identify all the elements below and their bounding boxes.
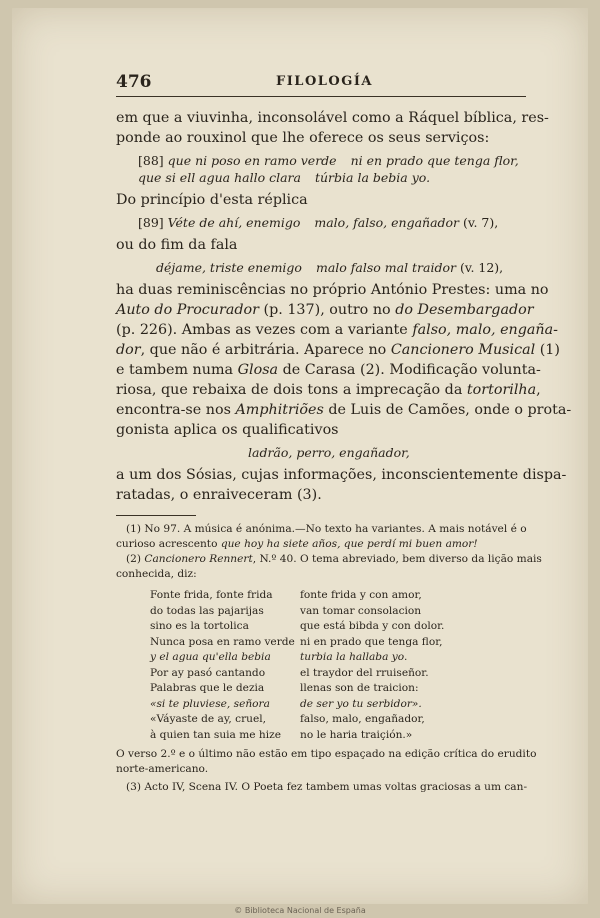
footnote-1-line-2 — [116, 537, 526, 552]
text-segment: curioso acrescento — [116, 538, 221, 550]
italic-tortorilha: tortorilha — [466, 382, 537, 398]
verse-line — [150, 681, 526, 697]
verse-line — [150, 619, 526, 635]
italic-variant: falso, malo, engaña- — [412, 322, 558, 338]
verse-line — [150, 712, 526, 728]
verse-line — [150, 635, 526, 651]
quote-89-b: malo, falso, engañador — [314, 215, 460, 230]
verse-first-half: y el agua qu'ella bebia — [150, 651, 271, 663]
text-segment: riosa, que rebaixa de dois tons a imprecação da — [116, 382, 467, 398]
verse-first-half: sino es la tortolica — [150, 620, 249, 632]
text-segment: de Luis de Camões, onde o prota- — [323, 402, 572, 418]
text-segment: e tambem numa — [116, 362, 238, 378]
verse-first-half: Palabras que le dezia — [150, 682, 265, 694]
verse-second-half: el traydor del rruiseñor. — [300, 666, 429, 679]
text-segment: (p. 137), outro no — [258, 302, 396, 318]
text-segment: (2) — [126, 553, 145, 565]
verse-line — [150, 697, 526, 713]
paragraph-1-line-1: em que a viuvinha, inconsolável como a Ráquel bíblica, res- — [116, 110, 549, 126]
verse-first-half: Nunca posa en ramo verde — [150, 635, 295, 648]
paragraph-5-line-2: ratadas, o enraiveceram (3). — [116, 487, 322, 503]
paragraph-4-line-7 — [116, 400, 572, 420]
verse-second-half: fonte frida y con amor, — [300, 589, 422, 601]
paragraph-4-line-3 — [116, 320, 558, 340]
text-segment: , que não é arbitrária. Aparece no — [140, 342, 391, 358]
verse-line — [150, 604, 526, 620]
page-body — [116, 108, 572, 795]
quote-88-number: [88] — [138, 153, 164, 168]
copyright-footer: © Biblioteca Nacional de España — [0, 904, 600, 918]
paragraph-1-line-2: ponde ao rouxinol que lhe oferece os seus serviços: — [116, 130, 490, 146]
verse-second-half: ni en prado que tenga flor, — [300, 635, 443, 648]
paragraph-4-line-2 — [116, 300, 534, 320]
verse-line — [150, 650, 526, 666]
italic-variant-end: dor — [116, 342, 141, 358]
verse-line — [150, 666, 526, 682]
title-glosa: Glosa — [237, 362, 279, 378]
footnote-2-note-line-1: O verso 2.º e o último não estão em tipo espaçado na edição crítica do erudito — [116, 748, 537, 760]
quote-88-line1-a: que ni poso en ramo verde — [167, 153, 337, 168]
paragraph-4-line-6 — [116, 380, 541, 400]
verse-first-half: à quien tan suia me hize — [150, 728, 281, 741]
quote-89-a: Véte de ahí, enemigo — [167, 215, 301, 230]
paragraph-3: ou do fim da fala — [116, 237, 238, 253]
quote-91: ladrão, perro, engañador, — [248, 445, 410, 460]
footnote-2-line-1 — [116, 552, 542, 567]
paragraph-4-line-1: ha duas reminiscências no próprio António Prestes: uma no — [116, 282, 549, 298]
footnote-3: (3) Acto IV, Scena IV. O Poeta fez tambem umas voltas graciosas a um can- — [126, 781, 528, 793]
verse-first-half: «si te pluviese, señora — [150, 697, 270, 710]
paragraph-2: Do princípio d'esta réplica — [116, 192, 308, 208]
quote-88-line2-b: túrbia la bebia yo. — [314, 170, 431, 185]
paragraph-4-line-8: gonista aplica os qualificativos — [116, 422, 339, 438]
quote-90-ref: (v. 12), — [459, 260, 504, 275]
quote-90-a: déjame, triste enemigo — [156, 260, 302, 275]
quote-89 — [138, 214, 526, 231]
verse-line — [150, 728, 526, 744]
text-segment: (p. 226). Ambas as vezes com a variante — [116, 322, 413, 338]
title-cancionero-musical: Cancionero Musical — [390, 342, 536, 358]
verse-block — [150, 588, 526, 743]
text-segment: de Carasa (2). Modificação volunta- — [278, 362, 541, 378]
quote-90 — [156, 259, 526, 276]
quote-88-line2-a: que si ell agua hallo clara — [138, 170, 301, 185]
page-header — [116, 70, 526, 97]
verse-line — [150, 588, 526, 604]
italic-quote: que hoy ha siete años, que perdí mi buen amor! — [220, 538, 478, 550]
footnote-1-line-1: (1) No 97. A música é anónima.—No texto ha variantes. A mais notável é o — [126, 523, 527, 535]
paragraph-5-line-1: a um dos Sósias, cujas informações, inconscientemente dispa- — [116, 467, 567, 483]
page-number: 476 — [116, 72, 152, 92]
paragraph-4-line-4 — [116, 340, 560, 360]
title-amphitrioes: Amphitriões — [235, 402, 324, 418]
verse-second-half: de ser yo tu serbidor». — [300, 697, 422, 710]
quote-88 — [138, 152, 526, 186]
verse-second-half: llenas son de traicion: — [300, 682, 419, 694]
verse-first-half: do todas las pajarijas — [150, 604, 264, 617]
footnote-divider — [116, 515, 196, 516]
verse-second-half: falso, malo, engañador, — [300, 713, 425, 725]
verse-second-half: van tomar consolacion — [300, 604, 422, 617]
verse-second-half: turbia la hallaba yo. — [300, 651, 408, 663]
quote-89-number: [89] — [138, 215, 164, 230]
text-segment: encontra-se nos — [116, 402, 236, 418]
title-auto-procurador: Auto do Procurador — [116, 302, 259, 318]
paragraph-4-line-5 — [116, 360, 541, 380]
quote-89-ref: (v. 7), — [463, 215, 499, 230]
verse-first-half: «Váyaste de ay, cruel, — [150, 713, 266, 725]
footnote-2-note-line-2: norte-americano. — [116, 763, 209, 775]
verse-second-half: no le haria traiçión.» — [300, 728, 413, 741]
verse-first-half: Por ay pasó cantando — [150, 666, 266, 679]
text-segment: , N.º 40. O tema abreviado, bem diverso da lição mais — [252, 553, 542, 565]
footnote-ref-1: (1) — [535, 342, 560, 358]
quote-88-line1-b: ni en prado que tenga flor, — [350, 153, 519, 168]
title-desembargador: do Desembargador — [395, 302, 534, 318]
verse-second-half: que está bibda y con dolor. — [300, 620, 445, 632]
quote-90-b: malo falso mal traidor — [315, 260, 456, 275]
footnote-2-line-2: conhecida, diz: — [116, 568, 197, 580]
verse-first-half: Fonte frida, fonte frida — [150, 589, 273, 601]
title-cancionero-rennert: Cancionero Rennert — [144, 553, 253, 565]
running-title: FILOLOGÍA — [276, 74, 374, 89]
text-segment: , — [536, 382, 541, 398]
